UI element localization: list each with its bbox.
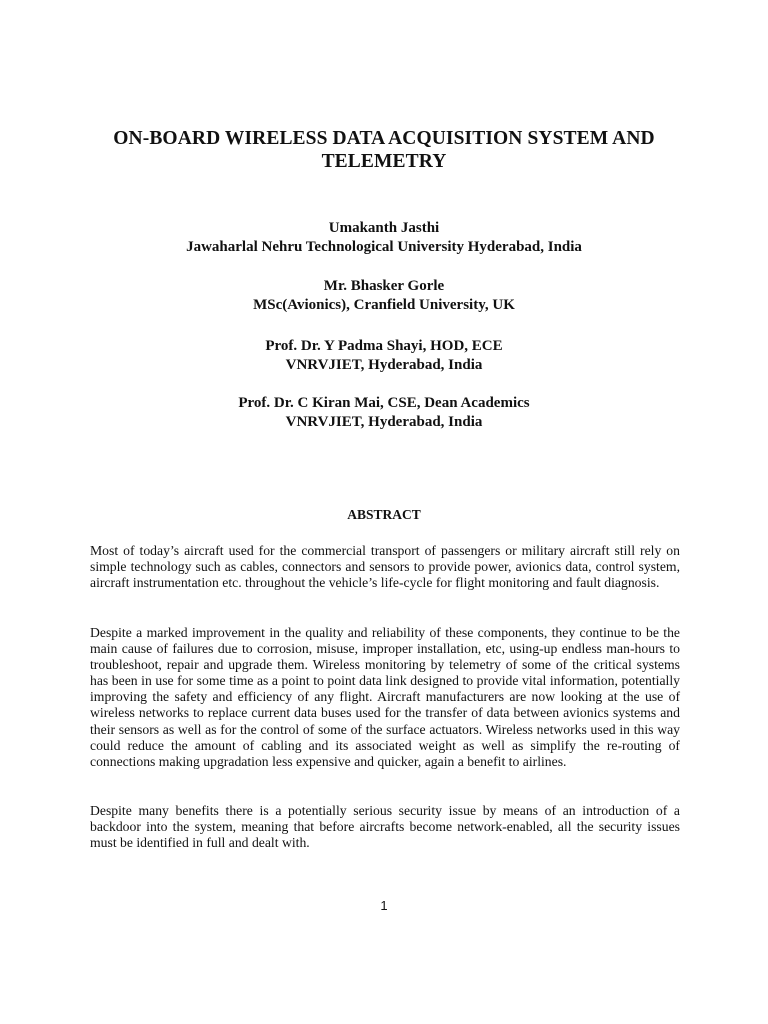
author-name: Umakanth Jasthi xyxy=(328,220,440,236)
abstract-paragraph-2: Despite a marked improvement in the quality and reliability of these components, they continue to be the main cause of failures due to corrosion, misuse, improper installation, etc, using-up endless man-hours to troubleshoot, repair and upgrade them. Wireless monitoring by telemetry of some of the critical systems has been in use for some time as a point to point data link designed to provide vital information, potentially improving the safety and efficiency of any flight. Aircraft manufacturers are now looking at the use of wireless networks to replace current data buses used for the transfer of data between avionics systems and their sensors as well as for the control of some of the surface actuators. Wireless networks used in this way could reduce the amount of cabling and its associated weight as well as simplify the re-routing of connections making upgradation less expensive and quicker, again a benefit to airlines. xyxy=(90,625,680,769)
author-block-1 xyxy=(90,219,678,257)
abstract-paragraph-3: Despite many benefits there is a potentially serious security issue by means of an introduction of a backdoor into the system, meaning that before aircrafts become network-enabled, all the security issues must be identified in full and dealt with. xyxy=(90,803,680,851)
author-name: Mr. Bhasker Gorle xyxy=(323,278,445,294)
author-affiliation: VNRVJIET, Hyderabad, India xyxy=(285,357,483,373)
paper-title-line-1: ON-BOARD WIRELESS DATA ACQUISITION SYSTEM AND xyxy=(113,128,655,149)
abstract-paragraph-1: Most of today’s aircraft used for the commercial transport of passengers or military aircraft still rely on simple technology such as cables, connectors and sensors to provide power, avionics data, control system, aircraft instrumentation etc. throughout the vehicle’s life-cycle for flight monitoring and fault diagnosis. xyxy=(90,543,680,591)
author-block-3 xyxy=(90,337,678,375)
author-affiliation: VNRVJIET, Hyderabad, India xyxy=(285,414,483,430)
paper-title xyxy=(90,127,678,173)
abstract-heading: ABSTRACT xyxy=(347,507,421,522)
paper-title-line-2: TELEMETRY xyxy=(321,151,447,172)
author-name: Prof. Dr. C Kiran Mai, CSE, Dean Academics xyxy=(238,395,530,411)
author-affiliation: MSc(Avionics), Cranfield University, UK xyxy=(253,297,515,313)
author-name: Prof. Dr. Y Padma Shayi, HOD, ECE xyxy=(265,338,503,354)
page-number: 1 xyxy=(380,898,388,913)
author-affiliation: Jawaharlal Nehru Technological University Hyderabad, India xyxy=(186,239,582,255)
author-block-2 xyxy=(90,277,678,315)
author-block-4 xyxy=(90,394,678,432)
